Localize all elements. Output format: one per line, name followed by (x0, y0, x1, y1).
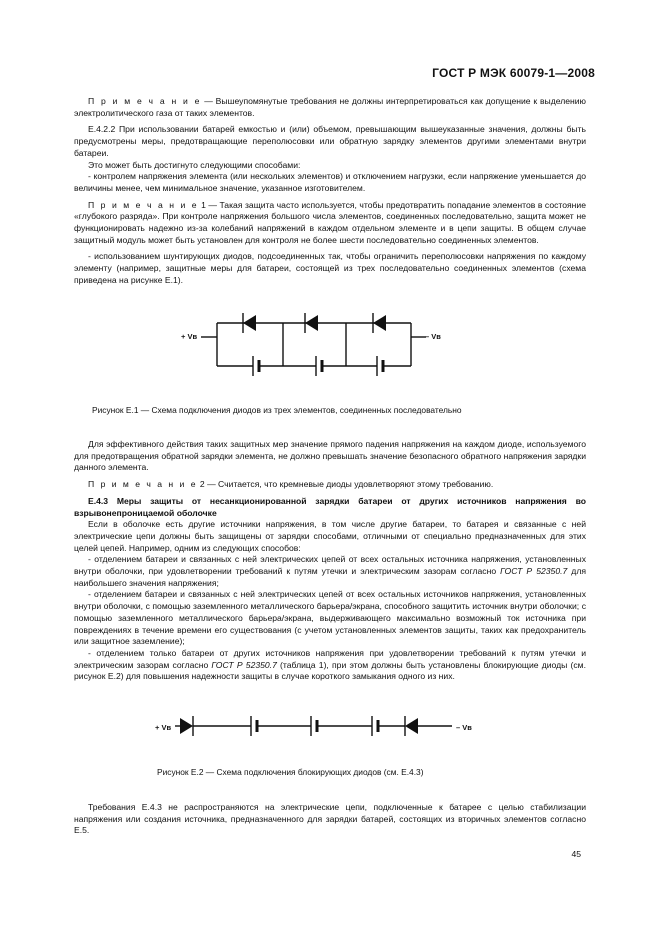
note-paragraph: П р и м е ч а н и е 1 — Такая защита часто используется, чтобы предотвратить попадание элементов в состояние «глубокого разряда». При контроле напряжения большого числа элементов, соединенных последовательно, защита может не функционировать надежно из-за колебаний напряжений в каждом отдельном элементе и в цепи защиты. В общем случае защитный модуль может быть установлен для контроля не более шести последовательно соединенных элементов. (74, 199, 586, 245)
list-item: - контролем напряжения элемента (или нескольких элементов) и отключением нагрузки, если напряжение уменьшается до величины менее, чем минимальное значение, указанное изготовителем. (74, 171, 586, 193)
figure-e2-caption: Рисунок Е.2 — Схема подключения блокирующих диодов (см. Е.4.3) (157, 767, 424, 777)
page-number: 45 (571, 849, 581, 859)
blocking-diode (405, 718, 418, 734)
list-item: - отделением батареи и связанных с ней электрических цепей от всех остальных источников напряжения, установленных внутри оболочки, с помощью заземленного металлического барьера/экрана, способного защитить источник внутри оболочки; с помощью заземленного металлического барьера/экрана, выдерживающего максимально возможный ток источника при повреждениях в течение времени его существования (с учетом установленных элементов защиты, таких как предохранитель или защитное заземление); (74, 589, 586, 647)
figure-e1-caption: Рисунок Е.1 — Схема подключения диодов из трех элементов, соединенных последовательно (92, 405, 462, 415)
paragraph: Это может быть достигнуто следующими способами: (88, 159, 301, 170)
text-block-2 (74, 439, 586, 683)
list-item: - отделением батареи и связанных с ней электрических цепей от всех остальных источника напряжения, установленных внутри оболочки, при удовлетворении требований к путям утечки и электрическим зазорам согласно ГОСТ Р 52350.7 для наибольшего значения напряжения; (74, 554, 586, 588)
diode (243, 315, 256, 331)
text-block-3 (74, 802, 586, 837)
minus-terminal-label: – Vв (425, 332, 441, 341)
paragraph: Требования Е.4.3 не распространяются на электрические цепи, подключенные к батарее с целью стабилизации напряжения или создания источника, предназначенного для зарядки батарей, состоящих из вторичных элементов согласно Е.5. (74, 802, 586, 836)
paragraph: Если в оболочке есть другие источники напряжения, в том числе другие батареи, то батарея и связанные с ней электрические цепи должны быть защищены от зарядки способами, отличными от специально предназначенных для этих целей цепей. Например, одним из следующих способов: (74, 519, 586, 553)
note-paragraph: П р и м е ч а н и е — Вышеупомянутые требования не должны интерпретироваться как допущение к выделению электролитического газа от таких элементов. (74, 96, 586, 118)
paragraph: Е.4.2.2 При использовании батарей емкостью и (или) объемом, превышающим вышеуказанные значения, должны быть предусмотрены меры, предотвращающие переполюсовки или обратную зарядку элементов другими элементами внутри батареи. (74, 124, 586, 158)
list-item: - отделением только батареи от других источников напряжения при удовлетворении требований к путям утечки и электрическим зазорам согласно ГОСТ Р 52350.7 (таблица 1), при этом должны быть установлены блокирующие диоды (см. рисунок Е.2) для повышения надежности защиты в случае короткого замыкания одного из них. (74, 647, 586, 682)
minus-terminal-label: – Vв (456, 723, 472, 732)
document-header: ГОСТ Р МЭК 60079-1—2008 (432, 66, 595, 80)
diode (305, 315, 318, 331)
paragraph: Для эффективного действия таких защитных мер значение прямого падения напряжения на каждом диоде, используемого для предотвращения обратной зарядки элемента, не должно превышать значение безопасного обратного напряжения зарядки данного элемента. (74, 439, 586, 473)
standard-reference: ГОСТ Р 52350.7 (211, 659, 277, 670)
blocking-diode (180, 718, 193, 734)
note-paragraph: П р и м е ч а н и е 2 — Считается, что кремневые диоды удовлетворяют этому требованию. (88, 479, 494, 490)
standard-reference: ГОСТ Р 52350.7 (500, 566, 568, 577)
plus-terminal-label: + Vв (155, 723, 172, 732)
section-heading: Е.4.3 Меры защиты от несанкционированной зарядки батареи от других источников напряжения во взрывонепроницаемой оболочке (74, 495, 586, 518)
plus-terminal-label: + Vв (181, 332, 198, 341)
list-item: - использованием шунтирующих диодов, подсоединенных так, чтобы ограничить переполюсовки напряжения по каждому элементу (например, защитные меры для батареи, состоящей из трех последовательно соединенных элементов (схема приведена на рисунке Е.1). (74, 251, 586, 285)
diode (373, 315, 386, 331)
